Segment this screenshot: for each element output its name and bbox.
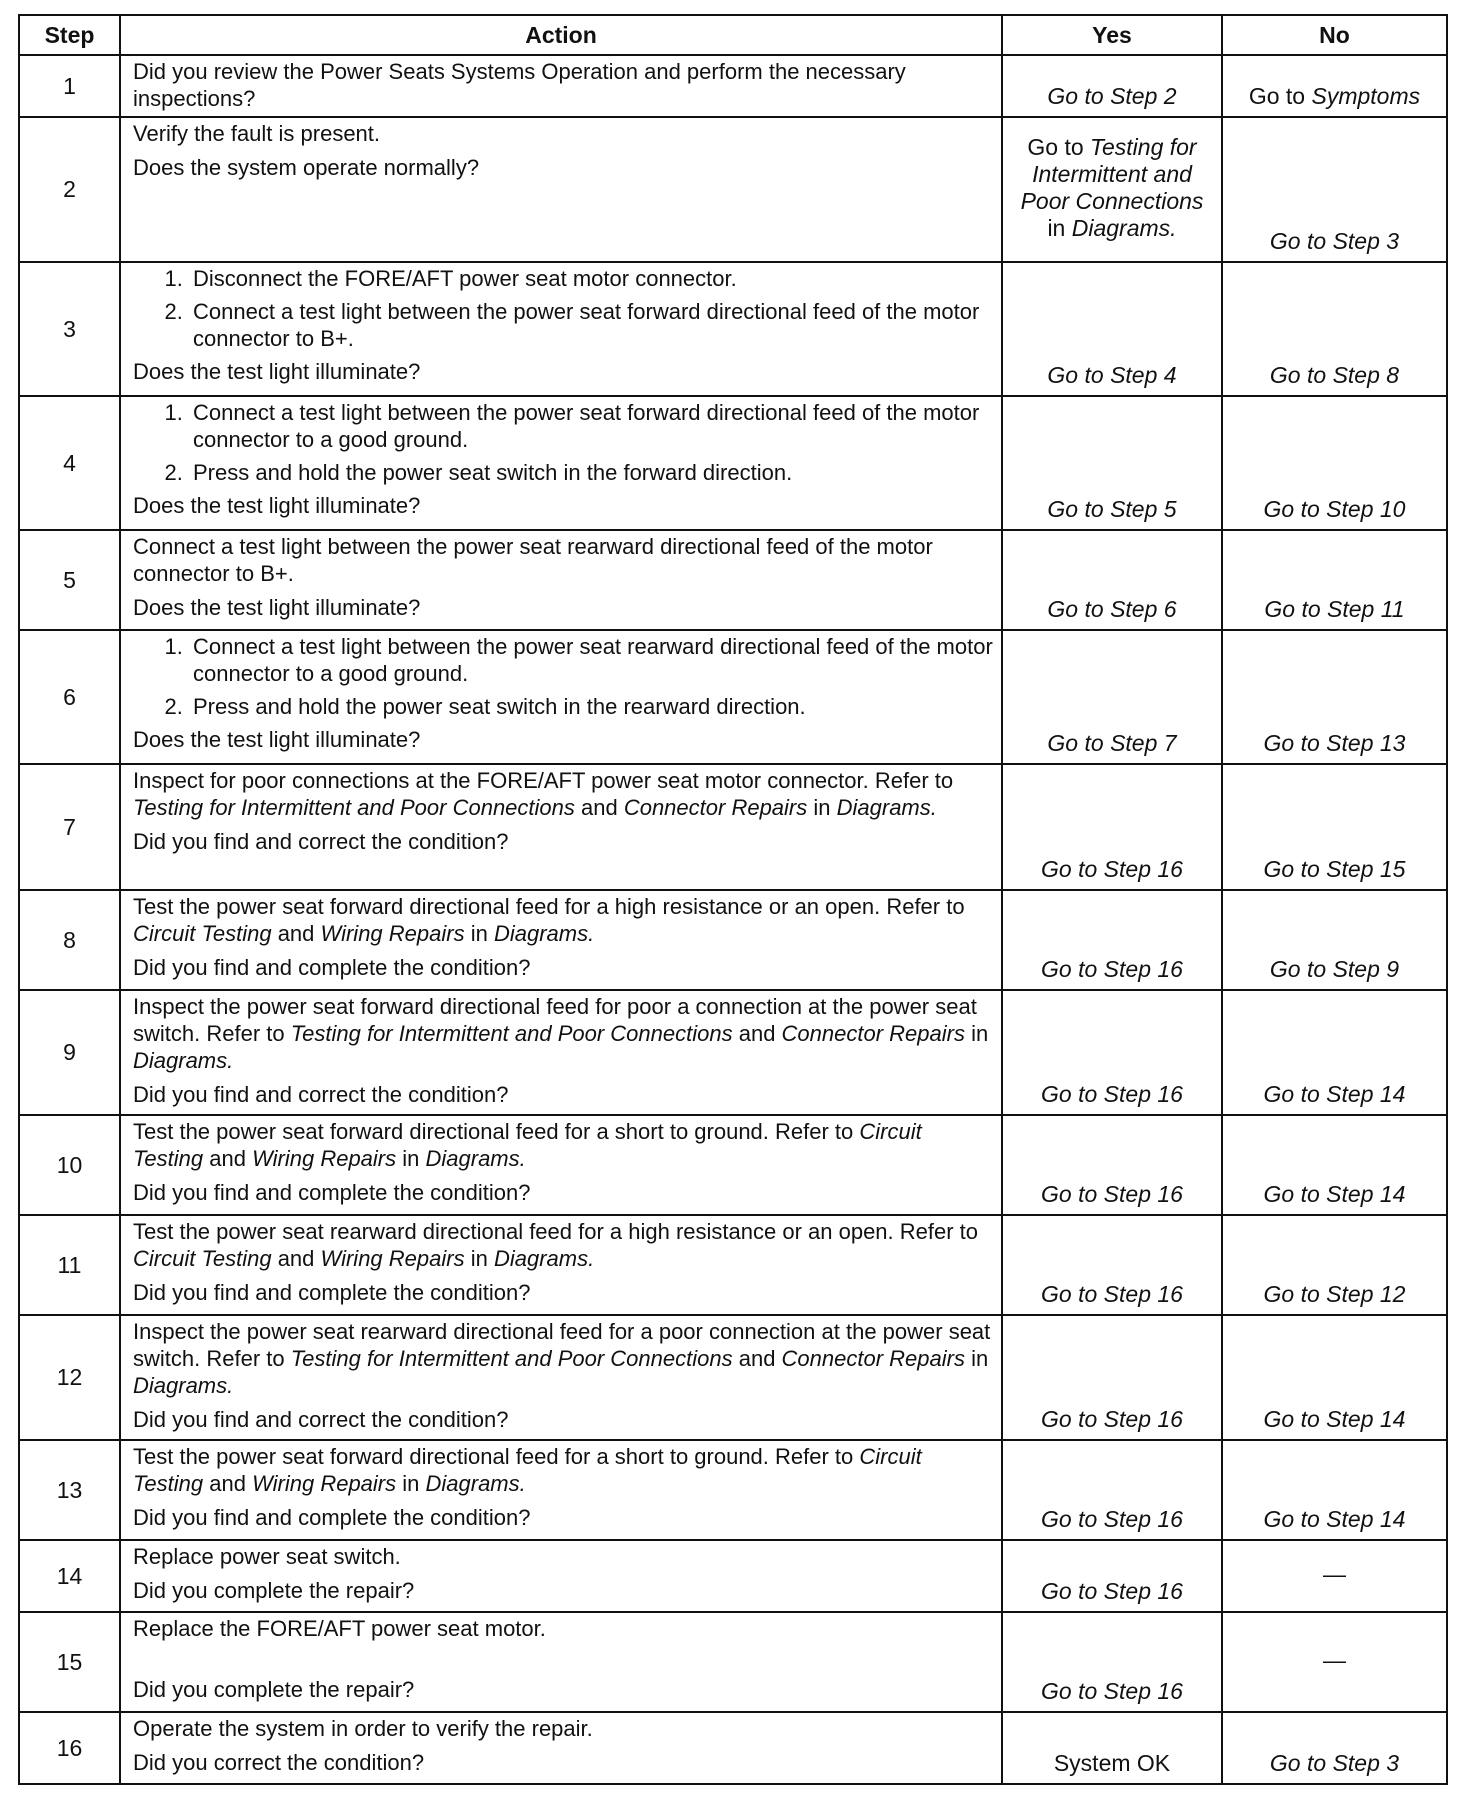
yes-result: Go to Step 16 <box>1002 1215 1222 1315</box>
table-row <box>19 117 1447 262</box>
no-result: Go to Step 14 <box>1222 1115 1447 1215</box>
action-step-item: 2. Press and hold the power seat switch in the forward direction. <box>189 459 993 486</box>
yes-result: Go to Step 7 <box>1002 630 1222 764</box>
action-question: Did you correct the condition? <box>133 1750 425 1775</box>
no-result: Go to Step 13 <box>1222 630 1447 764</box>
step-number: 6 <box>19 630 120 764</box>
no-result: Go to Step 14 <box>1222 1440 1447 1540</box>
action-cell <box>120 1712 1002 1784</box>
table-row <box>19 1115 1447 1215</box>
action-question: Did you find and correct the condition? <box>133 1082 509 1107</box>
no-result: Go to Step 11 <box>1222 530 1447 630</box>
action-cell <box>120 1215 1002 1315</box>
table-row <box>19 262 1447 396</box>
yes-mid: in <box>1047 214 1072 241</box>
conjunction: and <box>732 1021 782 1046</box>
reference-link: Wiring Repairs <box>252 1146 397 1171</box>
action-text <box>133 767 993 821</box>
yes-ref: Testing for Intermittent and Poor Connections <box>1020 133 1204 214</box>
action-text-main: Inspect the power seat forward directional feed for poor a connection at the power seat switch. Refer to <box>133 994 977 1046</box>
action-question: Does the test light illuminate? <box>133 359 421 384</box>
reference-link: Circuit Testing <box>133 921 272 946</box>
reference-link: Connector Repairs <box>781 1021 965 1046</box>
yes-result: Go to Step 16 <box>1002 1115 1222 1215</box>
conjunction: and <box>271 1246 321 1271</box>
action-step-item: 1. Connect a test light between the power seat rearward directional feed of the motor connector to a good ground. <box>189 633 993 687</box>
action-step-item: 1. Connect a test light between the power seat forward directional feed of the motor connector to a good ground. <box>189 399 993 453</box>
reference-link: Testing for Intermittent and Poor Connections <box>290 1346 733 1371</box>
reference-link: Circuit Testing <box>133 1246 272 1271</box>
conjunction: in <box>807 795 837 820</box>
action-cell <box>120 530 1002 630</box>
step-number: 4 <box>19 396 120 530</box>
conjunction: in <box>964 1021 989 1046</box>
table-row <box>19 1215 1447 1315</box>
conjunction: in <box>464 1246 494 1271</box>
yes-result: System OK <box>1002 1712 1222 1784</box>
step-number: 13 <box>19 1440 120 1540</box>
no-result: Go to Step 3 <box>1222 117 1447 262</box>
reference-link: Circuit Testing <box>133 1444 922 1496</box>
action-question: Did you find and complete the condition? <box>133 1505 531 1530</box>
action-text <box>133 1218 993 1272</box>
action-text-main: Test the power seat rearward directional feed for a high resistance or an open. Refer to <box>133 1219 979 1244</box>
action-question: Did you find and complete the condition? <box>133 1280 531 1305</box>
table-row <box>19 990 1447 1115</box>
step-number: 2 <box>19 117 120 262</box>
no-result: Go to Step 8 <box>1222 262 1447 396</box>
action-question: Does the test light illuminate? <box>133 595 421 620</box>
reference-link: Circuit Testing <box>133 1119 922 1171</box>
step-number: 9 <box>19 990 120 1115</box>
reference-link: Diagrams. <box>133 1048 234 1073</box>
reference-link: Diagrams. <box>133 1373 234 1398</box>
action-text <box>133 1443 993 1497</box>
yes-result: Go to Step 16 <box>1002 1315 1222 1440</box>
yes-result: Go to Step 16 <box>1002 1540 1222 1612</box>
conjunction: in <box>464 921 494 946</box>
action-cell <box>120 262 1002 396</box>
no-result: Go to Step 9 <box>1222 890 1447 990</box>
conjunction: in <box>396 1146 426 1171</box>
yes-ref2: Diagrams. <box>1071 214 1177 241</box>
yes-result: Go to Step 4 <box>1002 262 1222 396</box>
header-row <box>19 15 1447 55</box>
reference-link: Diagrams. <box>493 921 595 946</box>
action-text: Operate the system in order to verify the repair. <box>133 1716 593 1741</box>
header-no: No <box>1222 15 1447 55</box>
header-yes: Yes <box>1002 15 1222 55</box>
action-question: Did you find and correct the condition? <box>133 1407 509 1432</box>
table-row <box>19 396 1447 530</box>
action-question: Does the test light illuminate? <box>133 493 421 518</box>
action-cell <box>120 117 1002 262</box>
header-step: Step <box>19 15 120 55</box>
action-steps <box>133 633 993 720</box>
action-cell <box>120 55 1002 117</box>
action-text <box>133 1318 993 1399</box>
action-step-item: 2. Connect a test light between the power seat forward directional feed of the motor connector to B+. <box>189 298 993 352</box>
step-number: 5 <box>19 530 120 630</box>
yes-result: Go to Step 6 <box>1002 530 1222 630</box>
action-cell <box>120 890 1002 990</box>
action-question: Did you complete the repair? <box>133 1578 415 1603</box>
table-row <box>19 890 1447 990</box>
conjunction: and <box>203 1471 253 1496</box>
conjunction: in <box>964 1346 989 1371</box>
action-text-main: Test the power seat forward directional feed for a short to ground. Refer to <box>133 1444 860 1469</box>
yes-result: Go to Step 16 <box>1002 990 1222 1115</box>
action-text: Replace the FORE/AFT power seat motor. <box>133 1616 546 1641</box>
action-cell <box>120 1440 1002 1540</box>
reference-link: Wiring Repairs <box>252 1471 397 1496</box>
action-text: Replace power seat switch. <box>133 1544 401 1569</box>
step-number: 3 <box>19 262 120 396</box>
step-number: 14 <box>19 1540 120 1612</box>
action-steps <box>133 399 993 486</box>
conjunction: and <box>203 1146 253 1171</box>
action-text-main: Inspect the power seat rearward directional feed for a poor connection at the power seat switch. Refer to <box>133 1319 991 1371</box>
table-row <box>19 630 1447 764</box>
action-cell <box>120 1540 1002 1612</box>
action-cell <box>120 396 1002 530</box>
table-row <box>19 1440 1447 1540</box>
no-result: Go to Step 15 <box>1222 764 1447 890</box>
action-question: Does the system operate normally? <box>133 155 480 180</box>
table-row <box>19 55 1447 117</box>
action-cell <box>120 764 1002 890</box>
table-row <box>19 1315 1447 1440</box>
action-step-item: 1. Disconnect the FORE/AFT power seat motor connector. <box>189 265 993 292</box>
action-text <box>133 893 993 947</box>
table-row <box>19 1712 1447 1784</box>
reference-link: Diagrams. <box>425 1471 526 1496</box>
no-result: — <box>1222 1540 1447 1612</box>
reference-link: Connector Repairs <box>623 795 808 820</box>
conjunction: in <box>396 1471 426 1496</box>
step-number: 12 <box>19 1315 120 1440</box>
table-row <box>19 530 1447 630</box>
reference-link: Testing for Intermittent and Poor Connections <box>290 1021 733 1046</box>
step-number: 7 <box>19 764 120 890</box>
step-number: 15 <box>19 1612 120 1712</box>
action-step-item: 2. Press and hold the power seat switch in the rearward direction. <box>189 693 993 720</box>
step-number: 16 <box>19 1712 120 1784</box>
reference-link: Wiring Repairs <box>320 1246 465 1271</box>
action-steps <box>133 265 993 352</box>
reference-link: Connector Repairs <box>781 1346 965 1371</box>
yes-result: Go to Step 16 <box>1002 890 1222 990</box>
yes-prefix: Go to <box>1027 133 1091 160</box>
action-cell <box>120 1115 1002 1215</box>
no-result: Go to Step 14 <box>1222 990 1447 1115</box>
action-cell <box>120 990 1002 1115</box>
reference-link: Diagrams. <box>836 795 937 820</box>
conjunction: and <box>574 795 624 820</box>
action-question: Does the test light illuminate? <box>133 727 421 752</box>
no-result: Go to Step 3 <box>1222 1712 1447 1784</box>
step-number: 11 <box>19 1215 120 1315</box>
table-row <box>19 1612 1447 1712</box>
yes-result: Go to Step 2 <box>1002 55 1222 117</box>
action-text: Connect a test light between the power seat rearward directional feed of the motor connector to B+. <box>133 534 933 586</box>
action-question: Did you find and complete the condition? <box>133 1180 531 1205</box>
reference-link: Testing for Intermittent and Poor Connections <box>133 795 575 820</box>
reference-link: Wiring Repairs <box>320 921 465 946</box>
action-cell <box>120 1315 1002 1440</box>
action-text <box>133 1118 993 1172</box>
table-row <box>19 1540 1447 1612</box>
no-result: Go to Step 12 <box>1222 1215 1447 1315</box>
action-question: Did you find and correct the condition? <box>133 829 509 854</box>
yes-result: Go to Step 16 <box>1002 1440 1222 1540</box>
yes-result: Go to Step 5 <box>1002 396 1222 530</box>
action-text-main: Test the power seat forward directional feed for a high resistance or an open. Refer to <box>133 894 965 919</box>
step-number: 10 <box>19 1115 120 1215</box>
no-result <box>1222 55 1447 117</box>
step-number: 8 <box>19 890 120 990</box>
reference-link: Diagrams. <box>493 1246 595 1271</box>
no-result: Go to Step 10 <box>1222 396 1447 530</box>
header-action: Action <box>120 15 1002 55</box>
no-result: Go to Step 14 <box>1222 1315 1447 1440</box>
no-ref: Symptoms <box>1311 83 1421 109</box>
action-question: Did you complete the repair? <box>133 1677 415 1702</box>
action-text: Did you review the Power Seats Systems Operation and perform the necessary inspections? <box>133 59 906 111</box>
yes-result <box>1002 117 1222 262</box>
step-number: 1 <box>19 55 120 117</box>
table-row <box>19 764 1447 890</box>
action-text-main: Inspect for poor connections at the FORE/AFT power seat motor connector. Refer to <box>133 768 954 793</box>
reference-link: Diagrams. <box>425 1146 526 1171</box>
conjunction: and <box>271 921 321 946</box>
conjunction: and <box>732 1346 782 1371</box>
action-text <box>133 993 993 1074</box>
diagnostic-table <box>18 14 1448 1785</box>
action-text-main: Test the power seat forward directional feed for a short to ground. Refer to <box>133 1119 860 1144</box>
action-text: Verify the fault is present. <box>133 121 381 146</box>
yes-result: Go to Step 16 <box>1002 764 1222 890</box>
no-result: — <box>1222 1612 1447 1712</box>
no-prefix: Go to <box>1248 83 1312 109</box>
action-question: Did you find and complete the condition? <box>133 955 531 980</box>
action-cell <box>120 630 1002 764</box>
action-cell <box>120 1612 1002 1712</box>
yes-result: Go to Step 16 <box>1002 1612 1222 1712</box>
